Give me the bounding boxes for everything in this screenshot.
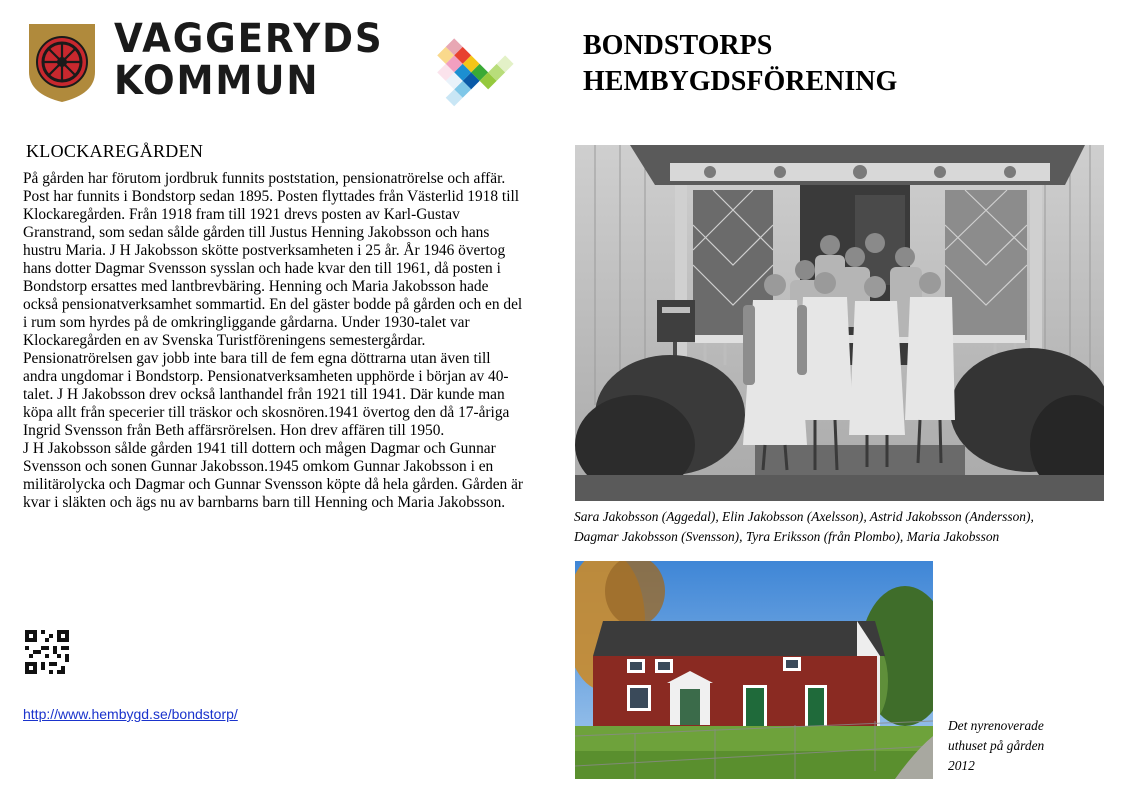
article-line: J H Jakobsson sålde gården 1941 till dottern och mågen Dagmar och Gunnar	[23, 440, 496, 457]
outbuilding-photo	[575, 561, 933, 779]
outbuilding-caption-line1: Det nyrenoverade	[948, 718, 1044, 733]
article-line: Bondstorp ersattes med lantbrevbäring. Henning och Maria Jakobsson hade	[23, 278, 489, 295]
qr-code[interactable]	[25, 630, 69, 674]
hembygd-mosaic-logo	[424, 34, 524, 116]
article-line: militärolycka och Dagmar och Gunnar Svensson köpte då hela gården. Gården är	[23, 476, 524, 493]
article-body	[23, 170, 553, 512]
municipality-name-line1: VAGGERYDS	[114, 16, 384, 62]
article-line: På gården har förutom jordbruk funnits poststation, pensionatrörelse och affär.	[23, 170, 506, 187]
article-line: i rum som hyrdes på de omkringliggande gårdarna. Under 1930-talet var	[23, 314, 470, 331]
article-line: hans dotter Dagmar Svensson sysslan och hade kvar den till 1961, då posten i	[23, 260, 501, 277]
article-line: Pensionatrörelsen gav jobb inte bara till de fem egna döttrarna utan även till	[23, 350, 491, 367]
group-photo-caption-line1: Sara Jakobsson (Aggedal), Elin Jakobsson (Axelsson), Astrid Jakobsson (Andersson),	[574, 509, 1034, 524]
municipality-crest	[27, 22, 97, 104]
article-line: talet. J H Jakobsson drev också lanthandel från 1921 till 1941. Där kunde man	[23, 386, 505, 403]
article-line: köpa allt från specerier till träskor och skosnören.1941 övertog den då 17-åriga	[23, 404, 510, 421]
article-line: Ingrid Svensson från Beth affärsrörelsen. Hon drev affären till 1950.	[23, 422, 445, 439]
article-line: hustru Maria. J H Jakobsson skötte postverksamheten i 25 år. År 1946 övertog	[23, 242, 506, 259]
municipality-wordmark	[114, 16, 384, 104]
outbuilding-caption-line2: uthuset på gården	[948, 738, 1045, 753]
article-line: Klockaregården. Från 1918 fram till 1921 drevs posten av Karl-Gustav	[23, 206, 460, 223]
article-line: Klockaregården en av Svenska Turistföreningens semestergårdar.	[23, 332, 426, 349]
article-line: Granstrand, som sedan sålde gården till Justus Henning Jakobsson och hans	[23, 224, 490, 241]
municipality-name-line2: KOMMUN	[114, 58, 320, 104]
outbuilding-caption	[948, 716, 1068, 776]
article-line: Post har funnits i Bondstorp sedan 1895. Posten flyttades från Västerlid 1918 till	[23, 188, 520, 205]
association-title	[583, 28, 897, 100]
association-title-line1: BONDSTORPS	[583, 30, 773, 61]
article-line: andra ungdomar i Bondstorp. Pensionatverksamheten upphörde i början av 40-	[23, 368, 509, 385]
association-title-line2: HEMBYGDSFÖRENING	[583, 66, 898, 97]
article-heading: KLOCKAREGÅRDEN	[26, 141, 204, 161]
article-line: kvar i släkten och ägs nu av barnbarns barn till Henning och Maria Jakobsson.	[23, 494, 506, 511]
article-line: också pensionatverksamhet sommartid. En del gäster bodde på gården och en del	[23, 296, 523, 313]
article-line: Svensson och sonen Gunnar Jakobsson.1945 omkom Gunnar Jakobsson i en	[23, 458, 494, 475]
historical-group-photo	[575, 145, 1104, 501]
outbuilding-caption-line3: 2012	[948, 758, 975, 773]
group-photo-caption-line2: Dagmar Jakobsson (Svensson), Tyra Eriksson (från Plombo), Maria Jakobsson	[574, 529, 1000, 544]
website-link[interactable]: http://www.hembygd.se/bondstorp/	[23, 706, 238, 722]
group-photo-caption	[574, 507, 1114, 547]
